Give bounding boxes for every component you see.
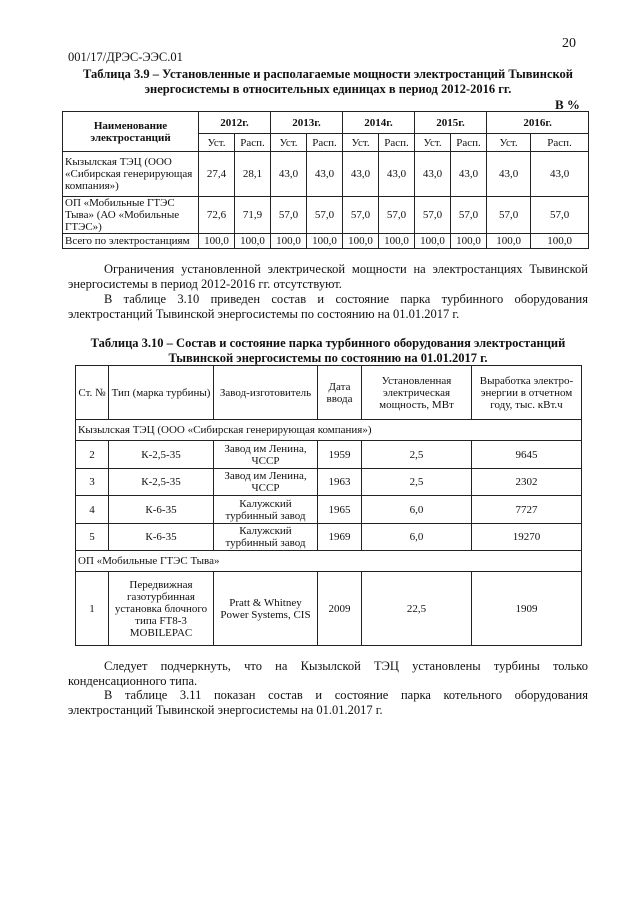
value-cell: 57,0	[343, 197, 379, 234]
cell-date: 2009	[318, 572, 362, 646]
value-cell: 100,0	[199, 234, 235, 249]
cell-st: 5	[76, 524, 109, 551]
station-name: Всего по электростанциям	[63, 234, 199, 249]
value-cell: 100,0	[487, 234, 531, 249]
cell-maker: Завод им Ленина, ЧССР	[214, 469, 318, 496]
value-cell: 43,0	[531, 152, 589, 197]
cell-maker: Калужский турбинный завод	[214, 496, 318, 524]
value-cell: 43,0	[415, 152, 451, 197]
cell-power: 22,5	[362, 572, 472, 646]
sub-header-ust: Уст.	[199, 134, 235, 152]
value-cell: 57,0	[487, 197, 531, 234]
value-cell: 43,0	[343, 152, 379, 197]
value-cell: 100,0	[531, 234, 589, 249]
value-cell: 72,6	[199, 197, 235, 234]
page-number: 20	[562, 36, 576, 51]
header-date: Дата ввода	[318, 366, 362, 420]
cell-power: 2,5	[362, 441, 472, 469]
paragraph-1: Ограничения установленной электрической мощности на электростанциях Тывинской энергосистемы в период 2012-2016 гг. отсутствуют.	[68, 262, 588, 291]
value-cell: 43,0	[487, 152, 531, 197]
value-cell: 57,0	[271, 197, 307, 234]
cell-type: К-6-35	[109, 524, 214, 551]
value-cell: 43,0	[379, 152, 415, 197]
table-row	[76, 524, 582, 551]
header-maker: Завод-изготовитель	[214, 366, 318, 420]
cell-date: 1965	[318, 496, 362, 524]
value-cell: 43,0	[307, 152, 343, 197]
cell-output: 19270	[472, 524, 582, 551]
value-cell: 57,0	[531, 197, 589, 234]
table-row	[76, 441, 582, 469]
cell-maker: Pratt & Whitney Power Systems, CIS	[214, 572, 318, 646]
section-row-kyzyl: Кызылская ТЭЦ (ООО «Сибирская генерирующая компания»)	[76, 420, 582, 441]
cell-type: К-2,5-35	[109, 441, 214, 469]
cell-st: 2	[76, 441, 109, 469]
table-row	[76, 469, 582, 496]
table-row-total	[63, 234, 589, 249]
sub-header-ust: Уст.	[343, 134, 379, 152]
value-cell: 57,0	[415, 197, 451, 234]
cell-type: К-2,5-35	[109, 469, 214, 496]
value-cell: 100,0	[379, 234, 415, 249]
cell-st: 3	[76, 469, 109, 496]
cell-type: Передвижная газотурбинная установка блочного типа FT8-3 MOBILEPAC	[109, 572, 214, 646]
value-cell: 100,0	[415, 234, 451, 249]
header-st: Ст. №	[76, 366, 109, 420]
header-output: Выработка электро-энергии в отчетном году, тыс. кВт.ч	[472, 366, 582, 420]
sub-header-rasp: Расп.	[235, 134, 271, 152]
sub-header-ust: Уст.	[415, 134, 451, 152]
value-cell: 71,9	[235, 197, 271, 234]
cell-power: 2,5	[362, 469, 472, 496]
value-cell: 28,1	[235, 152, 271, 197]
table-row	[63, 152, 589, 197]
cell-st: 1	[76, 572, 109, 646]
cell-type: К-6-35	[109, 496, 214, 524]
table-row	[76, 496, 582, 524]
cell-output: 1909	[472, 572, 582, 646]
cell-date: 1959	[318, 441, 362, 469]
sub-header-rasp: Расп.	[379, 134, 415, 152]
table-row	[63, 197, 589, 234]
cell-output: 9645	[472, 441, 582, 469]
year-header: 2012г.	[199, 112, 271, 134]
table-3-9-caption: Таблица 3.9 – Установленные и располагаемые мощности электростанций Тывинской энергосистемы в относительных единицах в период 2012-2016 гг.	[83, 67, 573, 96]
year-header: 2016г.	[487, 112, 589, 134]
cell-power: 6,0	[362, 496, 472, 524]
cell-maker: Калужский турбинный завод	[214, 524, 318, 551]
year-header: 2014г.	[343, 112, 415, 134]
value-cell: 100,0	[307, 234, 343, 249]
paragraph-4: В таблице 3.11 показан состав и состояние парка котельного оборудования электростанций Тывинской энергосистемы на 01.01.2017 г.	[68, 688, 588, 717]
section-row-mobile-gtes: ОП «Мобильные ГТЭС Тыва»	[76, 551, 582, 572]
value-cell: 27,4	[199, 152, 235, 197]
cell-power: 6,0	[362, 524, 472, 551]
cell-st: 4	[76, 496, 109, 524]
value-cell: 57,0	[379, 197, 415, 234]
table-3-10-caption: Таблица 3.10 – Состав и состояние парка турбинного оборудования электростанций Тывинской энергосистемы по состоянию на 01.01.2017 г.	[90, 336, 566, 365]
sub-header-rasp: Расп.	[531, 134, 589, 152]
value-cell: 43,0	[451, 152, 487, 197]
value-cell: 100,0	[271, 234, 307, 249]
paragraph-3: Следует подчеркнуть, что на Кызылской ТЭЦ установлены турбины только конденсационного типа.	[68, 659, 588, 688]
station-name: Кызылская ТЭЦ (ООО «Сибирская генерирующая компания»)	[63, 152, 199, 197]
document-code: 001/17/ДРЭС-ЭЭС.01	[68, 50, 183, 64]
value-cell: 57,0	[307, 197, 343, 234]
cell-date: 1969	[318, 524, 362, 551]
cell-output: 7727	[472, 496, 582, 524]
header-type: Тип (марка турбины)	[109, 366, 214, 420]
sub-header-ust: Уст.	[487, 134, 531, 152]
year-header: 2013г.	[271, 112, 343, 134]
table-row	[76, 572, 582, 646]
sub-header-rasp: Расп.	[451, 134, 487, 152]
table-3-9	[62, 111, 589, 249]
cell-maker: Завод им Ленина, ЧССР	[214, 441, 318, 469]
value-cell: 100,0	[343, 234, 379, 249]
cell-output: 2302	[472, 469, 582, 496]
value-cell: 43,0	[271, 152, 307, 197]
sub-header-rasp: Расп.	[307, 134, 343, 152]
value-cell: 100,0	[235, 234, 271, 249]
table-3-9-unit: В %	[555, 97, 580, 112]
name-header: Наименование электростанций	[63, 112, 199, 152]
sub-header-ust: Уст.	[271, 134, 307, 152]
station-name: ОП «Мобильные ГТЭС Тыва» (АО «Мобильные ГТЭС»)	[63, 197, 199, 234]
value-cell: 100,0	[451, 234, 487, 249]
cell-date: 1963	[318, 469, 362, 496]
table-3-10	[75, 365, 582, 646]
value-cell: 57,0	[451, 197, 487, 234]
year-header: 2015г.	[415, 112, 487, 134]
header-power: Установленная электрическая мощность, МВт	[362, 366, 472, 420]
paragraph-2: В таблице 3.10 приведен состав и состояние парка турбинного оборудования электростанций Тывинской энергосистемы по состоянию на 01.01.2017 г.	[68, 292, 588, 321]
